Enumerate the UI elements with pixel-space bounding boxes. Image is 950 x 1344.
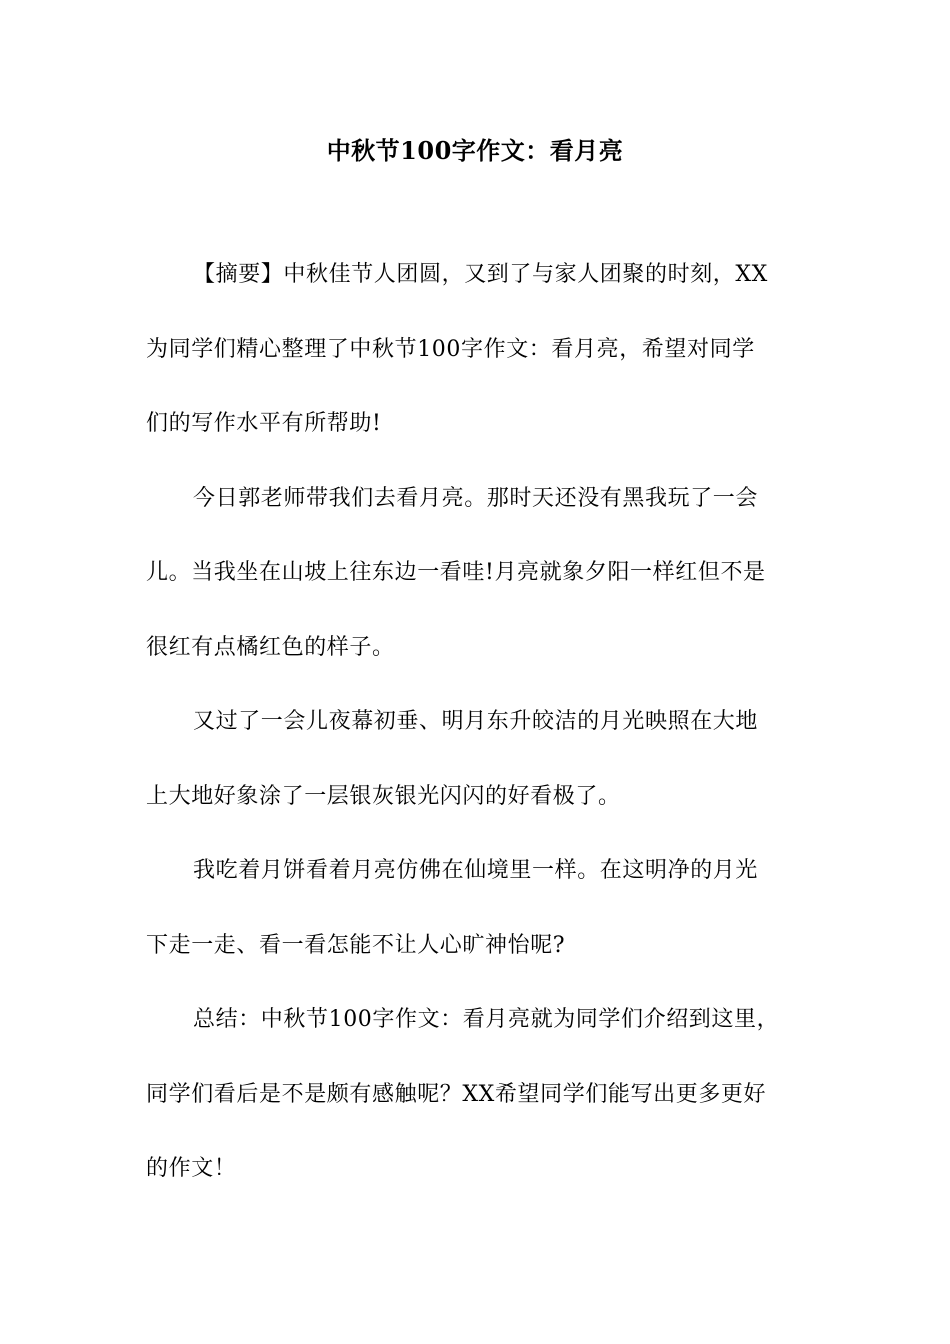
paragraph-2-line-1: 今日郭老师带我们去看月亮。那时天还没有黑我玩了一会 xyxy=(193,485,759,511)
paragraph-3-line-1: 又过了一会儿夜幕初垂、明月东升皎洁的月光映照在大地 xyxy=(193,709,759,734)
paragraph-2-line-2: 儿。当我坐在山坡上往东边一看哇!月亮就象夕阳一样红但不是 xyxy=(146,560,766,585)
document-title: 中秋节100字作文：看月亮 xyxy=(326,136,624,165)
paragraph-4-line-1: 我吃着月饼看着月亮仿佛在仙境里一样。在这明净的月光 xyxy=(193,858,759,883)
paragraph-2-line-3: 很红有点橘红色的样子。 xyxy=(146,634,395,660)
paragraph-3-line-2: 上大地好象涂了一层银灰银光闪闪的好看极了。 xyxy=(146,783,621,809)
paragraph-5-line-3: 的作文！ xyxy=(146,1156,237,1181)
document-body xyxy=(146,255,826,1224)
paragraph-1-line-2: 为同学们精心整理了中秋节100字作文：看月亮，希望对同学 xyxy=(146,336,755,362)
paragraph-1-line-1: 【摘要】中秋佳节人团圆，又到了与家人团聚的时刻，XX xyxy=(193,262,768,287)
paragraph-1-line-3: 们的写作水平有所帮助! xyxy=(146,411,382,436)
paragraph-5-line-1: 总结：中秋节100字作文：看月亮就为同学们介绍到这里， xyxy=(193,1007,780,1032)
paragraph-4-line-2: 下走一走、看一看怎能不让人心旷神怡呢? xyxy=(146,932,566,958)
paragraph-5-line-2: 同学们看后是不是颇有感触呢？XX希望同学们能写出更多更好 xyxy=(146,1081,767,1107)
